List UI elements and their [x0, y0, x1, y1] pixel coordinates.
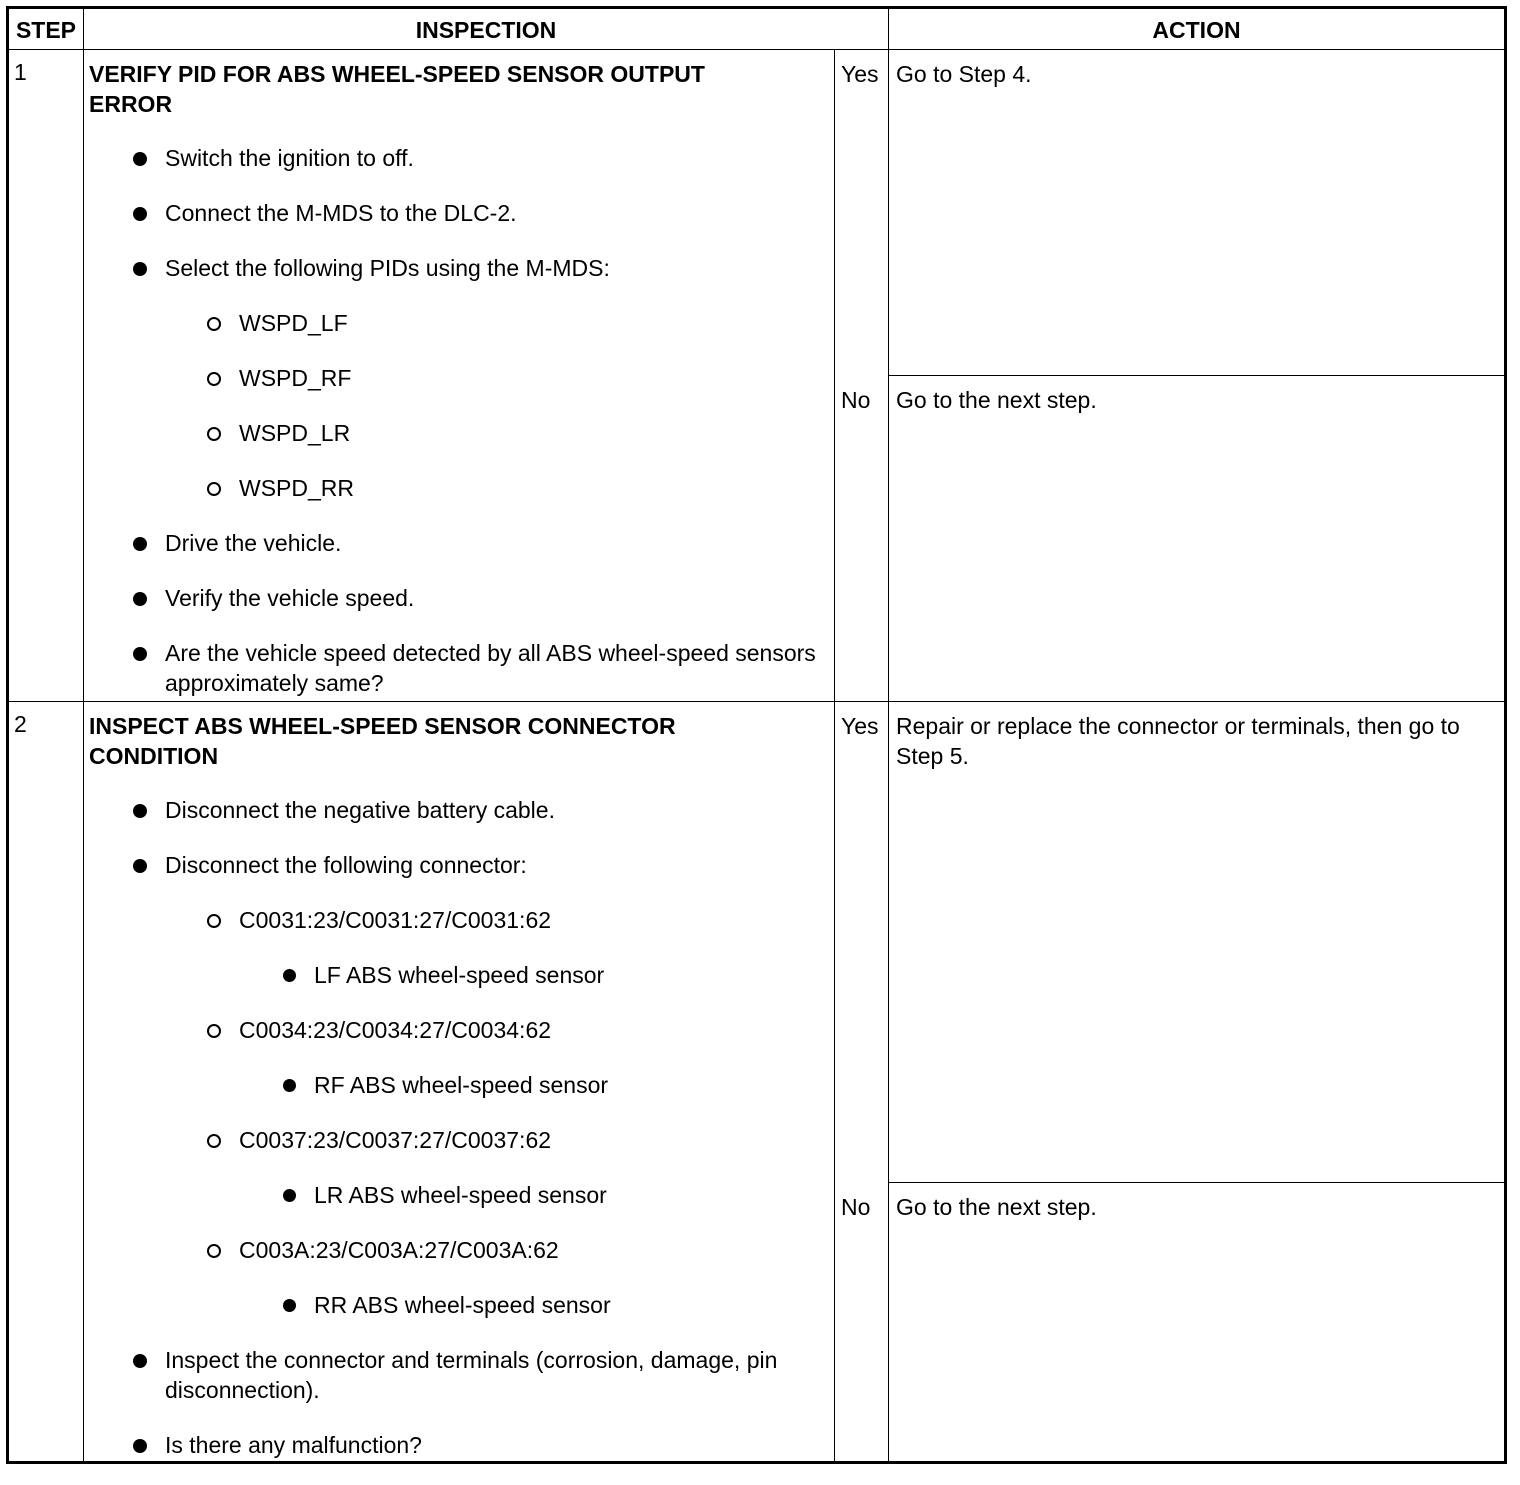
step-number: 2: [14, 711, 27, 737]
no-action: Go to the next step.: [896, 1194, 1097, 1220]
list-item-text: Disconnect the negative battery cable.: [165, 797, 555, 823]
list-item: [89, 1070, 829, 1100]
list-item: [89, 1430, 829, 1460]
list-item: [89, 960, 829, 990]
list-item-text: C0037:23/C0037:27/C0037:62: [239, 1127, 552, 1153]
list-item-text: WSPD_RR: [239, 475, 355, 501]
bullet-icon: [133, 207, 147, 221]
bullet-icon: [283, 1299, 296, 1312]
list-item: [89, 253, 829, 283]
col-divider-step: [83, 9, 84, 1461]
list-item-text: RR ABS wheel-speed sensor: [314, 1292, 611, 1318]
hollow-bullet-icon: [207, 372, 221, 386]
hollow-bullet-icon: [207, 1134, 221, 1148]
header-step: STEP: [15, 17, 77, 43]
hollow-bullet-icon: [207, 427, 221, 441]
bullet-icon: [133, 1354, 147, 1368]
bullet-icon: [133, 804, 147, 818]
list-item-text: WSPD_LF: [239, 310, 348, 336]
no-label: No: [841, 1194, 871, 1220]
list-item: [89, 143, 829, 173]
bullet-icon: [133, 859, 147, 873]
bullet-icon: [133, 647, 147, 661]
hollow-bullet-icon: [207, 482, 221, 496]
list-item: [89, 1180, 829, 1210]
list-item: [89, 1125, 829, 1155]
list-item: [89, 473, 829, 503]
list-item: [89, 308, 829, 338]
row2-yes-no-divider: [888, 1182, 1504, 1183]
list-item: [89, 905, 829, 935]
bullet-icon: [133, 152, 147, 166]
col-divider-yesno: [834, 49, 835, 1461]
list-item-text: LF ABS wheel-speed sensor: [314, 962, 605, 988]
list-item: [89, 1015, 829, 1045]
list-item: [89, 198, 829, 228]
no-action: Go to the next step.: [896, 387, 1097, 413]
bullet-icon: [283, 1189, 296, 1202]
header-action: ACTION: [1152, 17, 1241, 43]
yes-action: Repair or replace the connector or terminals, then go to Step 5.: [896, 713, 1460, 769]
inspection-table: [6, 6, 1507, 1464]
hollow-bullet-icon: [207, 1024, 221, 1038]
hollow-bullet-icon: [207, 317, 221, 331]
list-item: [89, 1345, 829, 1405]
list-item-text: Drive the vehicle.: [165, 530, 342, 556]
list-item-text: Are the vehicle speed detected by all ABS wheel-speed sensors approximately same?: [165, 640, 816, 696]
list-item-text: Verify the vehicle speed.: [165, 585, 415, 611]
list-item-text: C0034:23/C0034:27/C0034:62: [239, 1017, 552, 1043]
list-item-text: C003A:23/C003A:27/C003A:62: [239, 1237, 559, 1263]
list-item-text: RF ABS wheel-speed sensor: [314, 1072, 609, 1098]
bullet-icon: [133, 592, 147, 606]
list-item: [89, 795, 829, 825]
no-label: No: [841, 387, 871, 413]
bullet-icon: [133, 1439, 147, 1453]
bullet-icon: [283, 969, 296, 982]
step-items: [89, 795, 829, 1485]
list-item-text: Disconnect the following connector:: [165, 852, 527, 878]
list-item: [89, 418, 829, 448]
step-title: VERIFY PID FOR ABS WHEEL-SPEED SENSOR OUTPUT ERROR: [89, 61, 705, 117]
header-inspection: INSPECTION: [415, 17, 557, 43]
list-item: [89, 850, 829, 880]
hollow-bullet-icon: [207, 914, 221, 928]
list-item-text: C0031:23/C0031:27/C0031:62: [239, 907, 552, 933]
list-item-text: WSPD_LR: [239, 420, 351, 446]
step-items: [89, 143, 829, 723]
list-item: [89, 528, 829, 558]
list-item: [89, 363, 829, 393]
list-item-text: LR ABS wheel-speed sensor: [314, 1182, 607, 1208]
list-item: [89, 1290, 829, 1320]
yes-label: Yes: [841, 61, 879, 87]
bullet-icon: [133, 537, 147, 551]
hollow-bullet-icon: [207, 1244, 221, 1258]
bullet-icon: [283, 1079, 296, 1092]
list-item-text: Inspect the connector and terminals (corrosion, damage, pin disconnection).: [165, 1347, 778, 1403]
list-item-text: Connect the M-MDS to the DLC-2.: [165, 200, 517, 226]
list-item-text: Select the following PIDs using the M-MDS:: [165, 255, 610, 281]
list-item-text: WSPD_RF: [239, 365, 352, 391]
yes-label: Yes: [841, 713, 879, 739]
yes-action: Go to Step 4.: [896, 61, 1032, 87]
bullet-icon: [133, 262, 147, 276]
list-item: [89, 1235, 829, 1265]
list-item: [89, 583, 829, 613]
row1-yes-no-divider: [888, 375, 1504, 376]
list-item: [89, 638, 829, 698]
step-title: INSPECT ABS WHEEL-SPEED SENSOR CONNECTOR CONDITION: [89, 713, 676, 769]
list-item-text: Switch the ignition to off.: [165, 145, 414, 171]
header-bottom-line: [9, 49, 1504, 50]
step-number: 1: [14, 59, 27, 85]
list-item-text: Is there any malfunction?: [165, 1432, 422, 1458]
